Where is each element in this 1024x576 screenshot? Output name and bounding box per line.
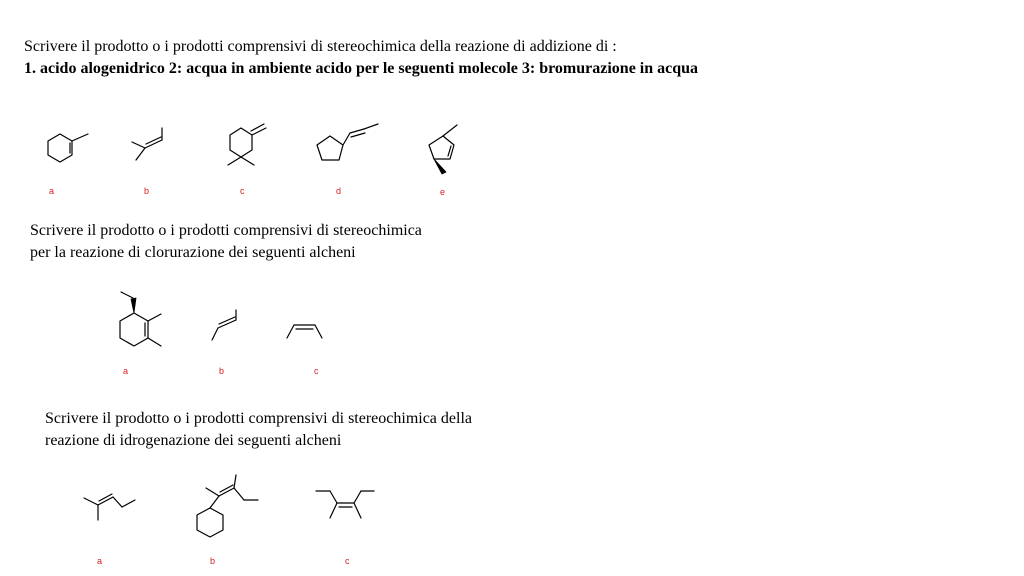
label-1c: c xyxy=(240,186,245,196)
section3-instruction-line1: Scrivere il prodotto o i prodotti comprensivi di stereochimica della xyxy=(45,410,472,427)
label-3c: c xyxy=(345,556,350,566)
molecule-3c xyxy=(316,491,374,518)
section3-instruction-line2: reazione di idrogenazione dei seguenti alcheni xyxy=(45,432,342,449)
section2-instruction-line2: per la reazione di clorurazione dei seguenti alcheni xyxy=(30,244,356,261)
molecule-3b xyxy=(197,475,258,537)
label-3a: a xyxy=(97,556,103,566)
section2-instruction-line1: Scrivere il prodotto o i prodotti comprensivi di stereochimica xyxy=(30,222,422,239)
label-2a: a xyxy=(123,366,129,376)
label-1a: a xyxy=(49,186,55,196)
section1-instruction: Scrivere il prodotto o i prodotti comprensivi di stereochimica della reazione di addizione di : xyxy=(24,38,617,55)
label-1d: d xyxy=(336,186,342,196)
label-3b: b xyxy=(210,556,216,566)
label-1b: b xyxy=(144,186,150,196)
molecule-3a xyxy=(84,494,135,520)
label-1e: e xyxy=(440,187,446,197)
label-2c: c xyxy=(314,366,319,376)
section1-reagents: 1. acido alogenidrico 2: acqua in ambiente acido per le seguenti molecole 3: bromurazione in acqua xyxy=(24,60,699,77)
label-2b: b xyxy=(219,366,225,376)
